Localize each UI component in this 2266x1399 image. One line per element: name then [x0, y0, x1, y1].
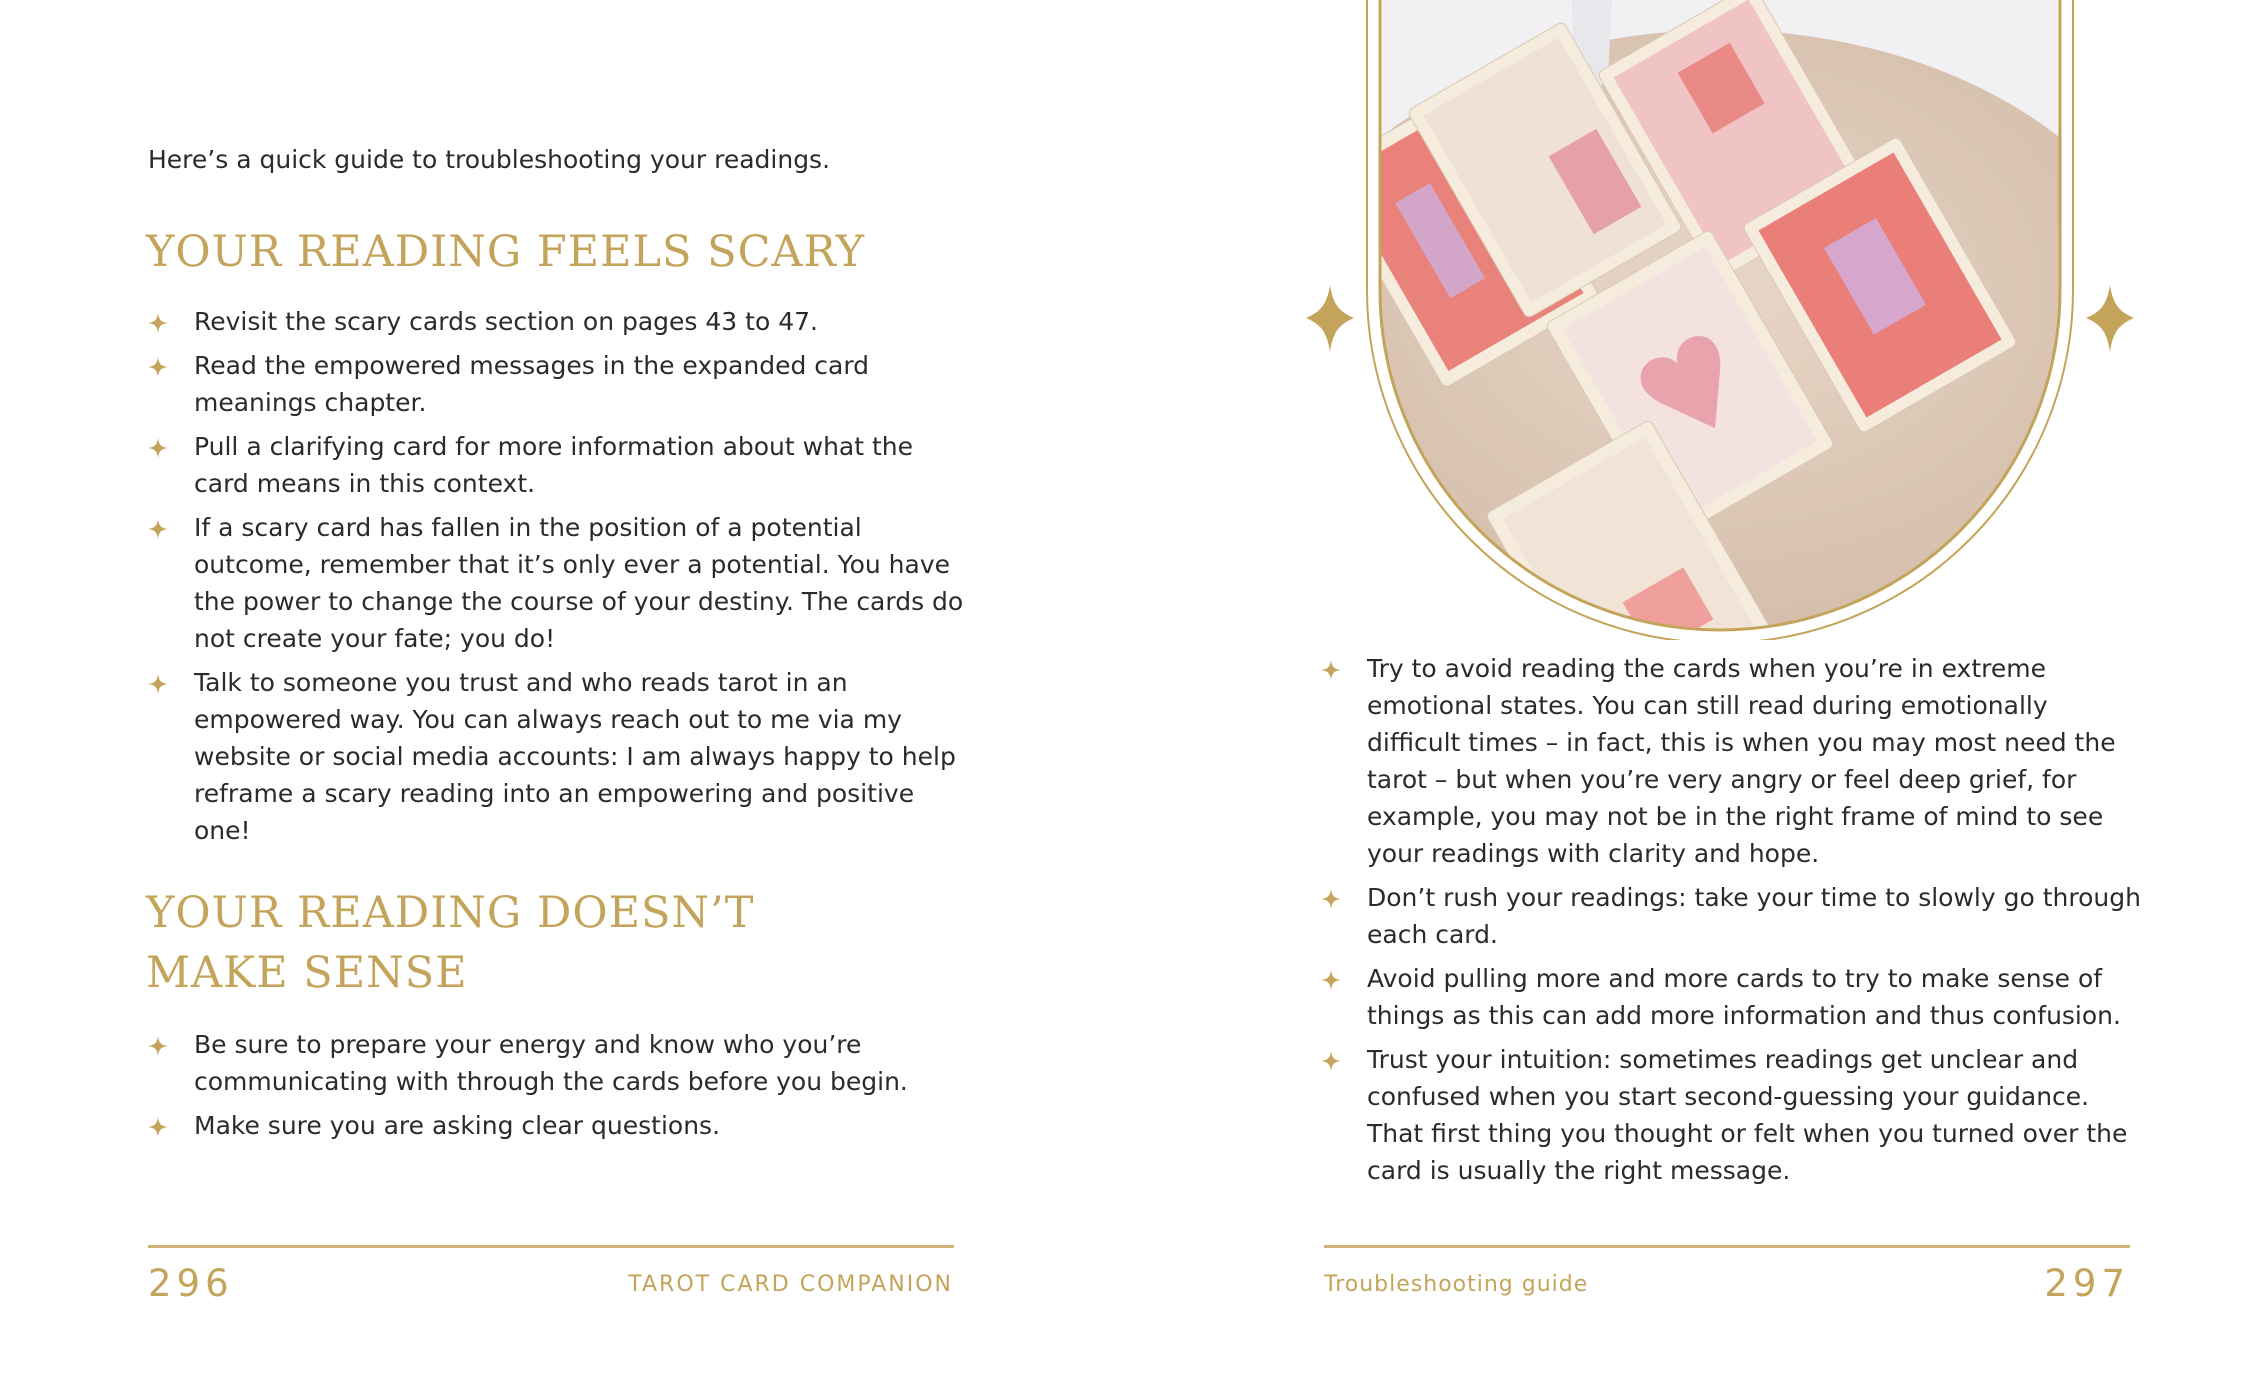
- section-heading-scary: YOUR READING FEELS SCARY: [146, 227, 865, 277]
- sparkle-bullet-icon: [148, 357, 168, 377]
- list-item: Read the empowered messages in the expanded card meanings chapter.: [148, 347, 968, 421]
- sparkle-bullet-icon: [148, 1117, 168, 1137]
- list-item: Make sure you are asking clear questions.: [148, 1107, 968, 1144]
- list-item: Be sure to prepare your energy and know who you’re communicating with through the cards before you begin.: [148, 1026, 968, 1100]
- running-title: Troubleshooting guide: [1324, 1272, 1589, 1297]
- sense-tips-list: [148, 1026, 968, 1151]
- scary-tips-list: [148, 303, 968, 856]
- running-title: TAROT CARD COMPANION: [628, 1272, 953, 1297]
- intro-text: Here’s a quick guide to troubleshooting your readings.: [148, 145, 831, 174]
- sparkle-bullet-icon: [1321, 1051, 1341, 1071]
- heading-line: MAKE SENSE: [146, 948, 468, 998]
- sparkle-bullet-icon: [148, 674, 168, 694]
- tarot-cards-photo: [1290, 0, 2150, 640]
- sparkle-ornament-icon: [2086, 285, 2134, 352]
- list-item: Don’t rush your readings: take your time to slowly go through each card.: [1321, 879, 2141, 953]
- footer-rule: [148, 1245, 954, 1248]
- page-number: 296: [148, 1262, 234, 1305]
- sparkle-bullet-icon: [148, 438, 168, 458]
- list-item: Try to avoid reading the cards when you’re in extreme emotional states. You can still read during emotionally difficult times – in fact, this is when you may most need the tarot – but when you’re very angry or feel deep grief, for example, you may not be in the right frame of mind to see your readings with clarity and hope.: [1321, 650, 2141, 872]
- general-tips-list: [1321, 650, 2141, 1196]
- list-item: Pull a clarifying card for more information about what the card means in this context.: [148, 428, 968, 502]
- list-item: Talk to someone you trust and who reads tarot in an empowered way. You can always reach out to me via my website or social media accounts: I am always happy to help reframe a scary reading into an empowering and positive one!: [148, 664, 968, 849]
- list-item: If a scary card has fallen in the position of a potential outcome, remember that it’s only ever a potential. You have the power to change the course of your destiny. The cards do not create your fate; you do!: [148, 509, 968, 657]
- sparkle-bullet-icon: [148, 519, 168, 539]
- sparkle-bullet-icon: [148, 313, 168, 333]
- section-heading-no-sense: [146, 883, 754, 1003]
- list-item: Avoid pulling more and more cards to try to make sense of things as this can add more information and thus confusion.: [1321, 960, 2141, 1034]
- list-item: Revisit the scary cards section on pages 43 to 47.: [148, 303, 968, 340]
- sparkle-bullet-icon: [1321, 889, 1341, 909]
- footer-rule: [1324, 1245, 2130, 1248]
- sparkle-bullet-icon: [1321, 970, 1341, 990]
- sparkle-bullet-icon: [148, 1036, 168, 1056]
- heading-line: YOUR READING DOESN’T: [146, 888, 755, 938]
- sparkle-bullet-icon: [1321, 660, 1341, 680]
- sparkle-ornament-icon: [1306, 285, 1354, 352]
- list-item: Trust your intuition: sometimes readings get unclear and confused when you start second-guessing your guidance. That first thing you thought or felt when you turned over the card is usually the right message.: [1321, 1041, 2141, 1189]
- page-number: 297: [2044, 1262, 2130, 1305]
